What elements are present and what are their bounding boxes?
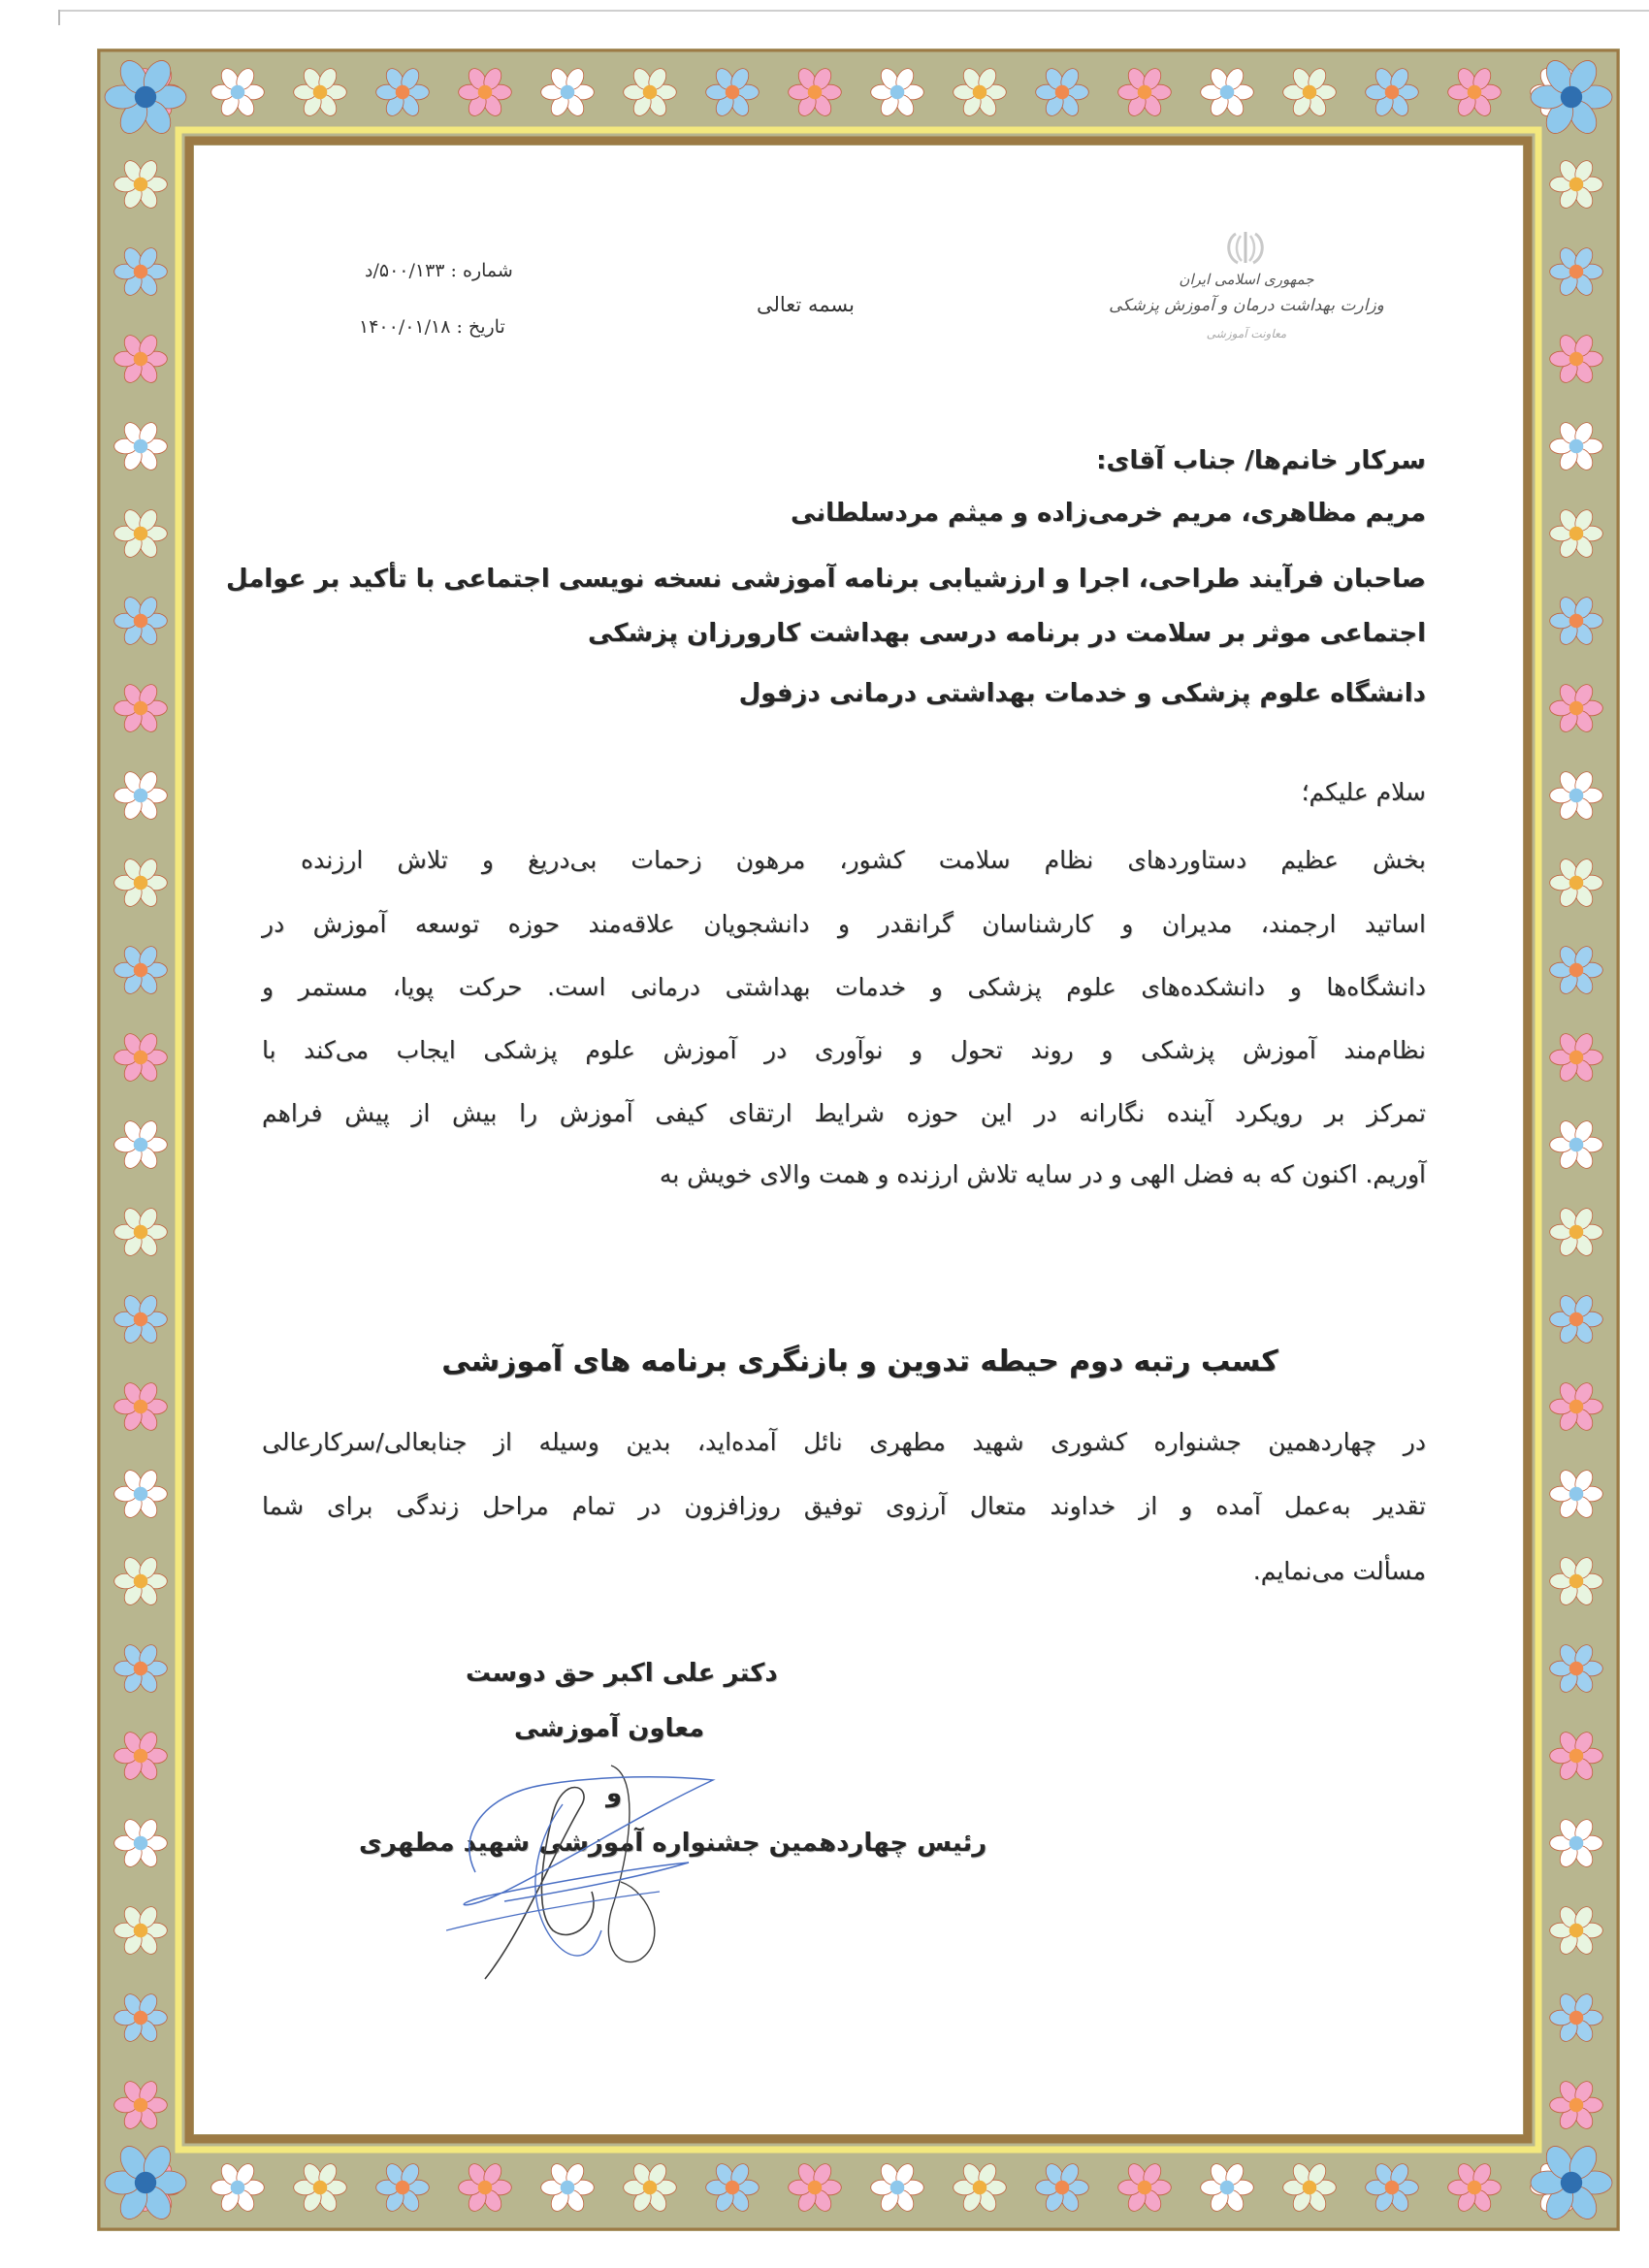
addressee-names: مریم مظاهری، مریم خرمی‌زاده و میثم مردسلطانی xyxy=(791,499,1426,528)
scan-edge-line xyxy=(58,10,1649,12)
body-paragraph-2-line: در چهاردهمین جشنواره کشوری شهید مطهری نائل آمده‌اید، بدین وسیله از جنابعالی/سرکارعالی xyxy=(262,1428,1426,1456)
reference-date: تاریخ : ۱۴۰۰/۰۱/۱۸ xyxy=(359,316,505,338)
award-title: کسب رتبه دوم حیطه تدوین و بازنگری برنامه های آموزشی xyxy=(441,1345,1278,1378)
addressee-project-line-1: صاحبان فرآیند طراحی، اجرا و ارزشیابی برنامه آموزشی نسخه نویسی اجتماعی با تأکید بر عوامل xyxy=(225,565,1426,594)
invocation-text: بسمه تعالی xyxy=(757,293,855,316)
reference-number: شماره : ۵۰۰/۱۳۳/د xyxy=(365,260,513,281)
body-paragraph-1-line: آوریم. اکنون که به فضل الهی و در سایه تلاش ارزنده و همت والای خویش به xyxy=(659,1160,1426,1188)
letter-content xyxy=(194,146,1526,2140)
body-paragraph-2-line: تقدیر به‌عمل آمده و از خداوند متعال آرزوی توفیق روزافزون در تمام مراحل زندگی برای شما xyxy=(262,1492,1426,1520)
emblem-ministry-name: وزارت بهداشت درمان و آموزش پزشکی xyxy=(1109,296,1384,315)
greeting: سلام علیکم؛ xyxy=(1301,778,1426,806)
signatory-title-2: رئیس چهاردهمین جشنواره آموزشی شهید مطهری xyxy=(359,1829,987,1858)
signatory-name: دکتر علی اکبر حق دوست xyxy=(466,1659,778,1688)
letterhead-emblem xyxy=(1106,228,1387,373)
iran-emblem-icon xyxy=(1222,228,1269,267)
body-paragraph-1-line: اساتید ارجمند، مدیران و کارشناسان گرانقدر و دانشجویان علاقه‌مند حوزه توسعه آموزش در xyxy=(262,910,1426,938)
body-paragraph-1-line: دانشگاه‌ها و دانشکده‌های علوم پزشکی و خدمات بهداشتی درمانی است. حرکت پویا، مستمر و xyxy=(262,973,1426,1001)
signatory-title-1: معاون آموزشی xyxy=(514,1714,705,1743)
emblem-country-name: جمهوری اسلامی ایران xyxy=(1179,271,1314,288)
body-paragraph-1-line: بخش عظیم دستاوردهای نظام سلامت کشور، مرهون زحمات بی‌دریغ و تلاش ارزنده xyxy=(301,846,1426,874)
body-paragraph-1-line: تمرکز بر رویکرد آینده نگارانه در این حوزه شرایط ارتقای کیفی آموزش را بیش از پیش فراهم xyxy=(262,1099,1426,1127)
body-paragraph-2-line: مسألت می‌نمایم. xyxy=(1252,1557,1426,1585)
scan-corner-mark xyxy=(58,10,60,25)
addressee-institution: دانشگاه علوم پزشکی و خدمات بهداشتی درمانی دزفول xyxy=(738,679,1426,708)
emblem-department-name: معاونت آموزشی xyxy=(1206,327,1287,340)
addressee-project-line-2: اجتماعی موثر بر سلامت در برنامه درسی بهداشت کارورزان پزشکی xyxy=(588,619,1426,648)
handwritten-signature xyxy=(446,1736,737,1989)
signatory-conjunction: و xyxy=(606,1779,623,1808)
addressee-salutation: سرکار خانم‌ها/ جناب آقای: xyxy=(1096,446,1426,475)
body-paragraph-1-line: نظام‌مند آموزش پزشکی و روند تحول و نوآوری در آموزش علوم پزشکی ایجاب می‌کند با xyxy=(262,1036,1426,1064)
